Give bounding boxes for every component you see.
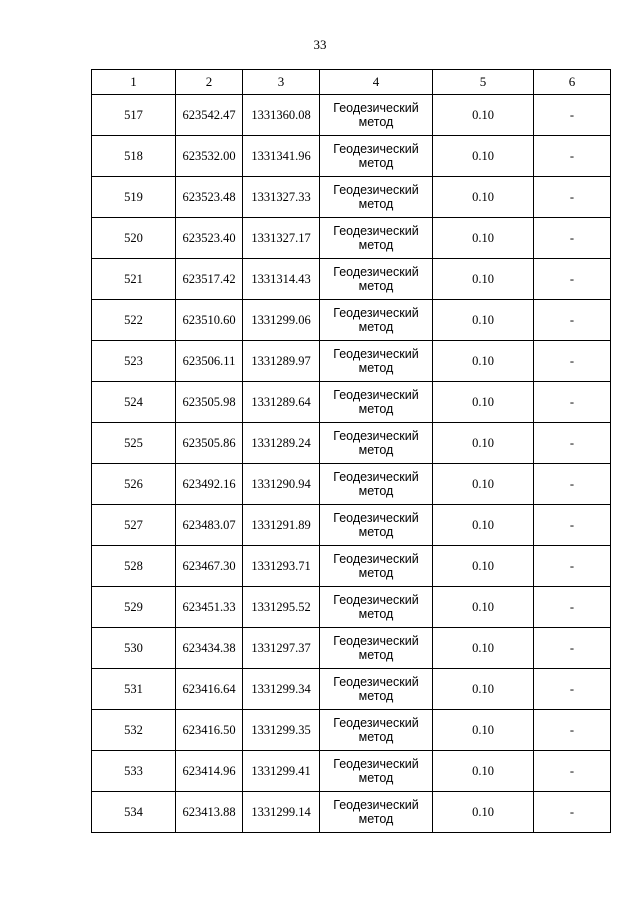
method-line-2: метод: [358, 443, 394, 457]
method-cell: [320, 628, 433, 669]
method-cell: [320, 751, 433, 792]
method-line-2: метод: [358, 648, 394, 662]
point-number-cell: 525: [92, 423, 176, 464]
method-line-1: Геодезический: [333, 306, 419, 320]
x-coordinate-cell: 623416.50: [176, 710, 243, 751]
table-row: [92, 546, 611, 587]
x-coordinate-cell: 623523.48: [176, 177, 243, 218]
point-number-cell: 522: [92, 300, 176, 341]
table-row: [92, 751, 611, 792]
table-row: [92, 587, 611, 628]
table-row: [92, 505, 611, 546]
method-line-1: Геодезический: [333, 388, 419, 402]
table-row: [92, 710, 611, 751]
accuracy-cell: 0.10: [433, 669, 534, 710]
method-cell: [320, 218, 433, 259]
method-line-2: метод: [358, 115, 394, 129]
method-cell: [320, 464, 433, 505]
method-cell: [320, 382, 433, 423]
method-line-2: метод: [358, 689, 394, 703]
y-coordinate-cell: 1331327.17: [243, 218, 320, 259]
y-coordinate-cell: 1331299.35: [243, 710, 320, 751]
header-col-1: 1: [92, 70, 176, 95]
header-row: [92, 70, 611, 95]
note-cell: -: [534, 423, 611, 464]
y-coordinate-cell: 1331289.64: [243, 382, 320, 423]
x-coordinate-cell: 623532.00: [176, 136, 243, 177]
method-line-2: метод: [358, 525, 394, 539]
x-coordinate-cell: 623416.64: [176, 669, 243, 710]
table-row: [92, 218, 611, 259]
y-coordinate-cell: 1331299.14: [243, 792, 320, 833]
x-coordinate-cell: 623413.88: [176, 792, 243, 833]
x-coordinate-cell: 623523.40: [176, 218, 243, 259]
table-row: [92, 341, 611, 382]
accuracy-cell: 0.10: [433, 136, 534, 177]
note-cell: -: [534, 751, 611, 792]
method-line-1: Геодезический: [333, 429, 419, 443]
y-coordinate-cell: 1331341.96: [243, 136, 320, 177]
note-cell: -: [534, 710, 611, 751]
note-cell: -: [534, 300, 611, 341]
point-number-cell: 530: [92, 628, 176, 669]
point-number-cell: 526: [92, 464, 176, 505]
page-number: 33: [313, 37, 327, 52]
table-row: [92, 300, 611, 341]
note-cell: -: [534, 792, 611, 833]
accuracy-cell: 0.10: [433, 341, 534, 382]
accuracy-cell: 0.10: [433, 587, 534, 628]
x-coordinate-cell: 623542.47: [176, 95, 243, 136]
accuracy-cell: 0.10: [433, 505, 534, 546]
accuracy-cell: 0.10: [433, 710, 534, 751]
point-number-cell: 519: [92, 177, 176, 218]
y-coordinate-cell: 1331360.08: [243, 95, 320, 136]
table-row: [92, 628, 611, 669]
method-line-2: метод: [358, 607, 394, 621]
table-row: [92, 792, 611, 833]
y-coordinate-cell: 1331293.71: [243, 546, 320, 587]
accuracy-cell: 0.10: [433, 751, 534, 792]
header-col-6: 6: [534, 70, 611, 95]
method-line-1: Геодезический: [333, 347, 419, 361]
method-line-1: Геодезический: [333, 101, 419, 115]
x-coordinate-cell: 623506.11: [176, 341, 243, 382]
method-line-2: метод: [358, 320, 394, 334]
method-line-2: метод: [358, 279, 394, 293]
header-col-3: 3: [243, 70, 320, 95]
method-line-1: Геодезический: [333, 142, 419, 156]
y-coordinate-cell: 1331289.97: [243, 341, 320, 382]
note-cell: -: [534, 628, 611, 669]
table-row: [92, 382, 611, 423]
accuracy-cell: 0.10: [433, 423, 534, 464]
note-cell: -: [534, 95, 611, 136]
table-row: [92, 177, 611, 218]
y-coordinate-cell: 1331290.94: [243, 464, 320, 505]
x-coordinate-cell: 623467.30: [176, 546, 243, 587]
note-cell: -: [534, 546, 611, 587]
x-coordinate-cell: 623505.86: [176, 423, 243, 464]
x-coordinate-cell: 623451.33: [176, 587, 243, 628]
table-header: [92, 70, 611, 95]
method-line-1: Геодезический: [333, 675, 419, 689]
method-line-1: Геодезический: [333, 265, 419, 279]
table-row: [92, 423, 611, 464]
x-coordinate-cell: 623492.16: [176, 464, 243, 505]
note-cell: -: [534, 259, 611, 300]
table-body: [92, 95, 611, 833]
method-cell: [320, 341, 433, 382]
point-number-cell: 529: [92, 587, 176, 628]
point-number-cell: 532: [92, 710, 176, 751]
note-cell: -: [534, 382, 611, 423]
accuracy-cell: 0.10: [433, 792, 534, 833]
table-row: [92, 259, 611, 300]
y-coordinate-cell: 1331299.06: [243, 300, 320, 341]
x-coordinate-cell: 623414.96: [176, 751, 243, 792]
y-coordinate-cell: 1331299.41: [243, 751, 320, 792]
accuracy-cell: 0.10: [433, 382, 534, 423]
method-cell: [320, 669, 433, 710]
point-number-cell: 517: [92, 95, 176, 136]
point-number-cell: 531: [92, 669, 176, 710]
table-row: [92, 136, 611, 177]
point-number-cell: 534: [92, 792, 176, 833]
method-line-2: метод: [358, 812, 394, 826]
method-cell: [320, 136, 433, 177]
point-number-cell: 528: [92, 546, 176, 587]
note-cell: -: [534, 218, 611, 259]
method-cell: [320, 587, 433, 628]
note-cell: -: [534, 341, 611, 382]
method-line-2: метод: [358, 402, 394, 416]
coordinates-table: [91, 69, 611, 833]
accuracy-cell: 0.10: [433, 218, 534, 259]
method-line-2: метод: [358, 566, 394, 580]
method-line-2: метод: [358, 238, 394, 252]
y-coordinate-cell: 1331297.37: [243, 628, 320, 669]
y-coordinate-cell: 1331299.34: [243, 669, 320, 710]
method-line-2: метод: [358, 730, 394, 744]
point-number-cell: 520: [92, 218, 176, 259]
method-line-1: Геодезический: [333, 511, 419, 525]
method-line-1: Геодезический: [333, 716, 419, 730]
x-coordinate-cell: 623505.98: [176, 382, 243, 423]
method-line-2: метод: [358, 484, 394, 498]
header-col-2: 2: [176, 70, 243, 95]
method-cell: [320, 259, 433, 300]
note-cell: -: [534, 505, 611, 546]
method-line-1: Геодезический: [333, 757, 419, 771]
x-coordinate-cell: 623517.42: [176, 259, 243, 300]
method-cell: [320, 546, 433, 587]
x-coordinate-cell: 623483.07: [176, 505, 243, 546]
accuracy-cell: 0.10: [433, 464, 534, 505]
y-coordinate-cell: 1331327.33: [243, 177, 320, 218]
method-line-1: Геодезический: [333, 224, 419, 238]
method-line-1: Геодезический: [333, 552, 419, 566]
method-line-2: метод: [358, 197, 394, 211]
method-cell: [320, 300, 433, 341]
point-number-cell: 523: [92, 341, 176, 382]
accuracy-cell: 0.10: [433, 95, 534, 136]
point-number-cell: 521: [92, 259, 176, 300]
y-coordinate-cell: 1331291.89: [243, 505, 320, 546]
method-line-2: метод: [358, 361, 394, 375]
header-col-5: 5: [433, 70, 534, 95]
table-row: [92, 464, 611, 505]
method-cell: [320, 177, 433, 218]
method-line-2: метод: [358, 771, 394, 785]
x-coordinate-cell: 623510.60: [176, 300, 243, 341]
method-cell: [320, 505, 433, 546]
method-cell: [320, 710, 433, 751]
y-coordinate-cell: 1331289.24: [243, 423, 320, 464]
point-number-cell: 527: [92, 505, 176, 546]
method-line-1: Геодезический: [333, 593, 419, 607]
point-number-cell: 533: [92, 751, 176, 792]
note-cell: -: [534, 464, 611, 505]
method-cell: [320, 423, 433, 464]
method-cell: [320, 792, 433, 833]
method-line-1: Геодезический: [333, 470, 419, 484]
x-coordinate-cell: 623434.38: [176, 628, 243, 669]
table-row: [92, 95, 611, 136]
header-col-4: 4: [320, 70, 433, 95]
method-cell: [320, 95, 433, 136]
method-line-1: Геодезический: [333, 183, 419, 197]
y-coordinate-cell: 1331314.43: [243, 259, 320, 300]
note-cell: -: [534, 587, 611, 628]
method-line-2: метод: [358, 156, 394, 170]
table-row: [92, 669, 611, 710]
accuracy-cell: 0.10: [433, 546, 534, 587]
note-cell: -: [534, 669, 611, 710]
accuracy-cell: 0.10: [433, 300, 534, 341]
point-number-cell: 518: [92, 136, 176, 177]
accuracy-cell: 0.10: [433, 177, 534, 218]
note-cell: -: [534, 177, 611, 218]
note-cell: -: [534, 136, 611, 177]
y-coordinate-cell: 1331295.52: [243, 587, 320, 628]
accuracy-cell: 0.10: [433, 628, 534, 669]
point-number-cell: 524: [92, 382, 176, 423]
method-line-1: Геодезический: [333, 798, 419, 812]
accuracy-cell: 0.10: [433, 259, 534, 300]
method-line-1: Геодезический: [333, 634, 419, 648]
